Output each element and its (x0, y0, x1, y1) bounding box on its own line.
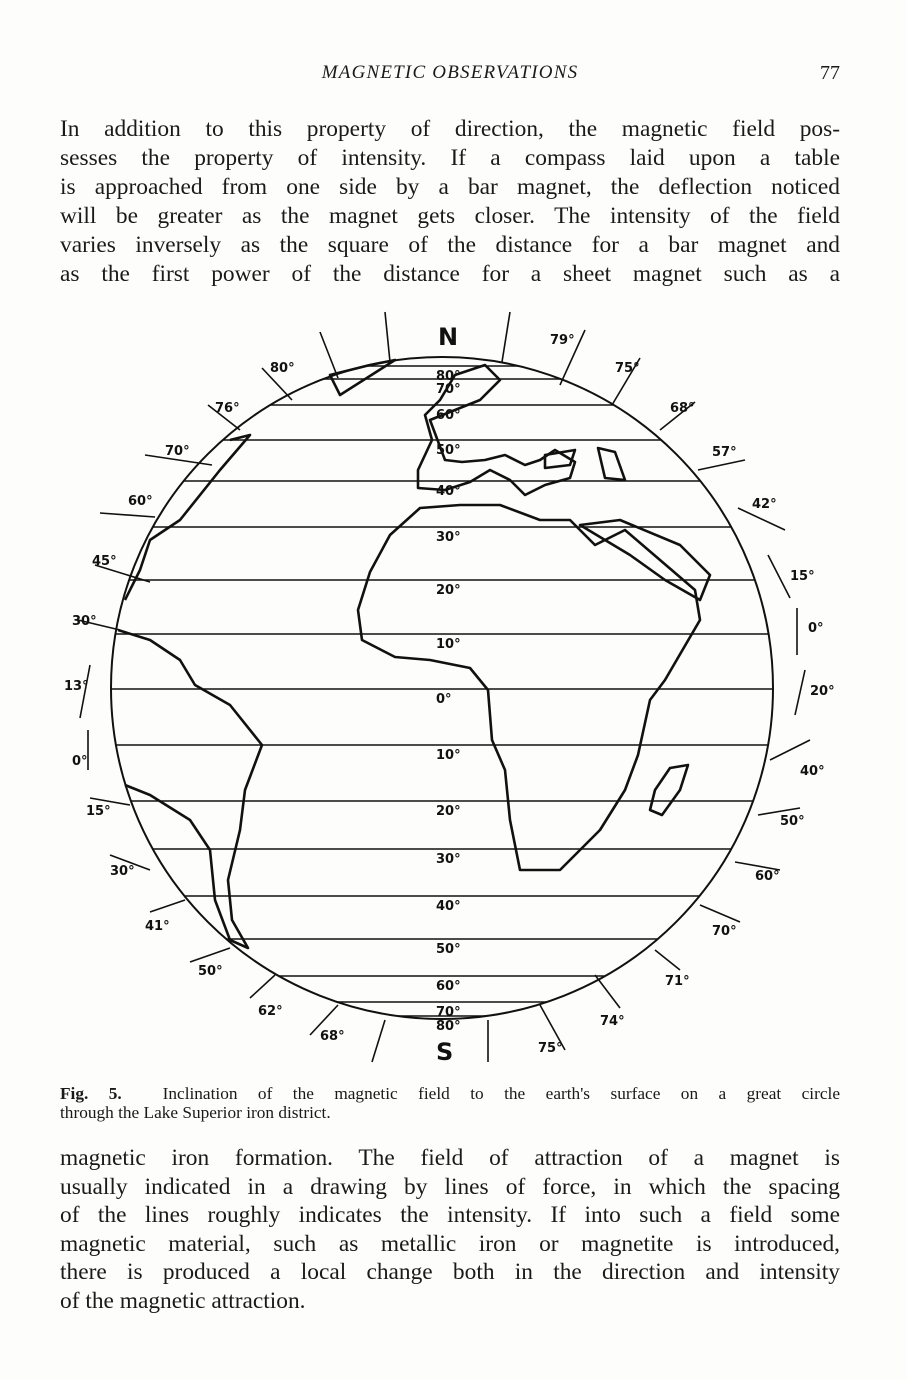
inclination-label: 40° (800, 764, 825, 779)
text-line: there is produced a local change both in the direction and intensity (60, 1259, 840, 1286)
caption-line-1 (60, 1084, 840, 1103)
caspian-outline (598, 448, 625, 480)
inclination-label: 45° (92, 554, 117, 569)
running-head (60, 60, 840, 90)
latitude-label: 70° (436, 1005, 461, 1020)
latitude-label: 30° (436, 852, 461, 867)
inclination-label: 15° (86, 804, 111, 819)
inclination-label: 0° (72, 754, 88, 769)
latitude-label: 50° (436, 443, 461, 458)
paragraph-bottom (60, 1144, 840, 1316)
figure-label: Fig. 5. (60, 1084, 122, 1103)
inclination-label: 68° (320, 1029, 345, 1044)
inclination-label: 75° (538, 1041, 563, 1056)
inclination-needle (190, 948, 230, 962)
inclination-label: 74° (600, 1014, 625, 1029)
inclination-label: 57° (712, 445, 737, 460)
latitude-label: 70° (436, 382, 461, 397)
inclination-label: 75° (615, 361, 640, 376)
latitude-label: 10° (436, 748, 461, 763)
inclination-labels-right (538, 333, 835, 1056)
latitude-label: 80° (436, 1019, 461, 1034)
latitude-label: 0° (436, 692, 452, 707)
madagascar-outline (650, 765, 688, 815)
inclination-label: 60° (128, 494, 153, 509)
figure-caption (60, 1084, 840, 1122)
latitude-label: 10° (436, 637, 461, 652)
africa-outline (358, 505, 700, 870)
inclination-needle (698, 460, 745, 470)
inclination-needle (320, 332, 338, 378)
text-line: usually indicated in a drawing by lines of force, in which the spacing (60, 1173, 840, 1200)
inclination-needle (770, 740, 810, 760)
paragraph-top (60, 115, 840, 289)
latitude-label: 20° (436, 804, 461, 819)
inclination-label: 68° (670, 401, 695, 416)
inclination-label: 50° (780, 814, 805, 829)
text-line: In addition to this property of direction, the magnetic field pos- (60, 116, 840, 142)
inclination-label: 50° (198, 964, 223, 979)
inclination-label: 79° (550, 333, 575, 348)
inclination-needle (372, 1020, 385, 1062)
latitude-label: 60° (436, 979, 461, 994)
inclination-needle (385, 312, 390, 362)
latitude-label: 50° (436, 942, 461, 957)
inclination-needle (768, 555, 790, 598)
greenland-outline (330, 360, 395, 395)
text-line: varies inversely as the square of the distance for a bar magnet and (60, 232, 840, 258)
inclination-label: 41° (145, 919, 170, 934)
inclination-needle (502, 312, 510, 362)
inclination-label: 80° (270, 361, 295, 376)
inclination-label: 30° (72, 614, 97, 629)
south-label: S (436, 1038, 454, 1066)
latitude-label: 60° (436, 408, 461, 423)
inclination-label: 70° (165, 444, 190, 459)
inclination-label: 0° (808, 621, 824, 636)
inclination-needle (700, 905, 740, 922)
text-line: sesses the property of intensity. If a compass laid upon a table (60, 145, 840, 171)
inclination-label: 60° (755, 869, 780, 884)
text-line: of the magnetic attraction. (60, 1287, 306, 1314)
running-title: MAGNETIC OBSERVATIONS (321, 62, 579, 83)
latitude-label: 80° (436, 369, 461, 384)
inclination-needle (655, 950, 680, 970)
inclination-needle (795, 670, 805, 715)
text-line: is approached from one side by a bar magnet, the deflection noticed (60, 174, 840, 200)
inclination-needle (150, 900, 185, 912)
inclination-label: 15° (790, 569, 815, 584)
text-line: as the first power of the distance for a sheet magnet such as a (60, 261, 840, 287)
inclination-label: 20° (810, 684, 835, 699)
inclination-needle (595, 975, 620, 1008)
latitude-label: 40° (436, 484, 461, 499)
caption-text-1: Inclination of the magnetic field to the earth's surface on a great circle (162, 1084, 840, 1103)
latitude-labels (436, 369, 461, 1034)
page-number: 77 (820, 62, 840, 84)
text-line: magnetic iron formation. The field of attraction of a magnet is (60, 1145, 840, 1171)
inclination-label: 71° (665, 974, 690, 989)
latitude-label: 20° (436, 583, 461, 598)
continents (118, 360, 710, 948)
latitude-label: 30° (436, 530, 461, 545)
inclination-needle (100, 513, 155, 517)
south-america-outline (118, 630, 262, 948)
inclination-needle (250, 975, 275, 998)
inclination-label: 76° (215, 401, 240, 416)
north-label: N (438, 323, 459, 351)
latitude-lines (111, 366, 773, 1016)
inclination-label: 42° (752, 497, 777, 512)
inclination-label: 70° (712, 924, 737, 939)
inclination-label: 13° (64, 679, 89, 694)
inclination-label: 62° (258, 1004, 283, 1019)
inclination-label: 30° (110, 864, 135, 879)
text-line: of the lines roughly indicates the intensity. If into such a field some (60, 1202, 840, 1229)
caption-line-2: through the Lake Superior iron district. (60, 1103, 331, 1122)
text-line: magnetic material, such as metallic iron or magnetite is introduced, (60, 1230, 840, 1257)
text-line: will be greater as the magnet gets closer. The intensity of the field (60, 203, 840, 229)
inclination-globe-figure (60, 300, 850, 1080)
north-america-outline (125, 435, 250, 600)
arabia-outline (580, 520, 710, 600)
latitude-label: 40° (436, 899, 461, 914)
